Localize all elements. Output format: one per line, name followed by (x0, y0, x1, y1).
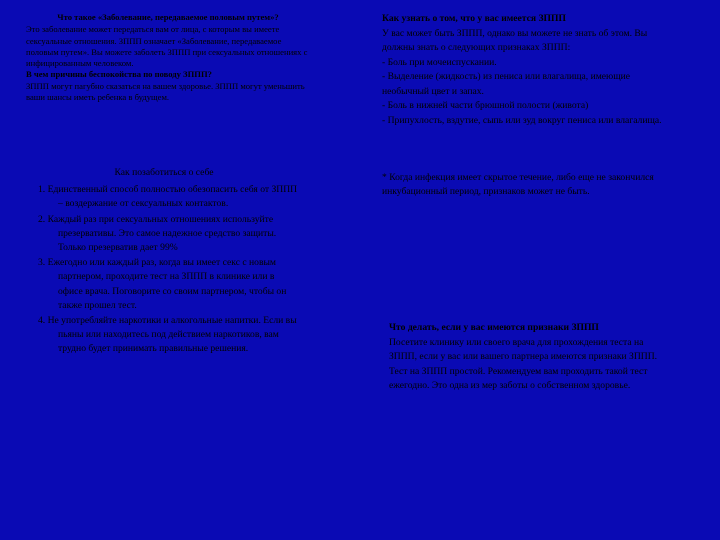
how-to-know-panel (382, 12, 674, 128)
why-worry-question: В чем причины беспокойства по поводу ЗППП? (26, 69, 212, 80)
what-to-do-body-1: Посетите клинику или своего врача для прохождения теста на ЗППП, если у вас или вашего партнера имеются признаки ЗППП. (389, 336, 658, 362)
list-item: 1. Единственный способ полностью обезопасить себя от ЗППП – воздержание от сексуальных контактов. (38, 184, 298, 210)
self-care-panel (30, 166, 298, 358)
what-is-std-title: Что такое «Заболевание, передаваемое половым путем»? (57, 12, 279, 22)
sign-item: - Припухлость, вздутие, сыпь или зуд вокруг пениса или влагалища. (382, 114, 662, 126)
what-is-std-body: Это заболевание может передаться вам от лица, с которым вы имеете сексуальные отношения. ЗППП означает «Заболевание, передаваемое половым путем». Вы можете заболеть ЗППП при сексуальных отношениях с инфицированным человеком. (26, 24, 308, 69)
what-to-do-body-2: Тест на ЗППП простой. Рекомендуем вам проходить такой тест ежегодно. Это одна из мер заботы о собственном здоровье. (389, 365, 648, 391)
self-care-list (30, 183, 298, 356)
how-to-know-intro: У вас может быть ЗППП, однако вы можете не знать об этом. Вы должны знать о следующих признаках ЗППП: (382, 27, 648, 53)
list-item: 2. Каждый раз при сексуальных отношениях используйте презервативы. Это самое надежное средство защиты. Только презерватив дает 99% (38, 213, 277, 254)
why-worry-answer: ЗППП могут пагубно сказаться на вашем здоровье. ЗППП могут уменьшить ваши шансы иметь ребенка в будущем. (26, 80, 305, 103)
hidden-infection-note: * Когда инфекция имеет скрытое течение, либо еще не закончился инкубационный период, признаков может не быть. (382, 172, 654, 198)
what-to-do-panel (389, 321, 669, 394)
how-to-know-title: Как узнать о том, что у вас имеется ЗППП (382, 13, 566, 24)
hidden-infection-note-panel (382, 171, 674, 200)
what-is-std-panel (26, 12, 310, 103)
list-item: 4. Не употребляйте наркотики и алкогольные напитки. Если вы пьяны или находитесь под действием наркотиков, вам трудно будет принимать правильные решения. (38, 315, 297, 355)
sign-item: - Боль в нижней части брюшной полости (живота) (382, 100, 589, 111)
list-item: 3. Ежегодно или каждый раз, когда вы имеет секс с новым партнером, проходите тест на ЗППП в клинике или в офисе врача. Поговорите со своим партнером, чтобы он также прошел тест. (38, 257, 287, 311)
what-to-do-title: Что делать, если у вас имеются признаки ЗППП (389, 322, 599, 333)
sign-item: - Выделение (жидкость) из пениса или влагалища, имеющие необычный цвет и запах. (382, 71, 630, 97)
sign-item: - Боль при мочеиспускании. (382, 56, 497, 68)
self-care-title: Как позаботиться о себе (114, 167, 214, 178)
